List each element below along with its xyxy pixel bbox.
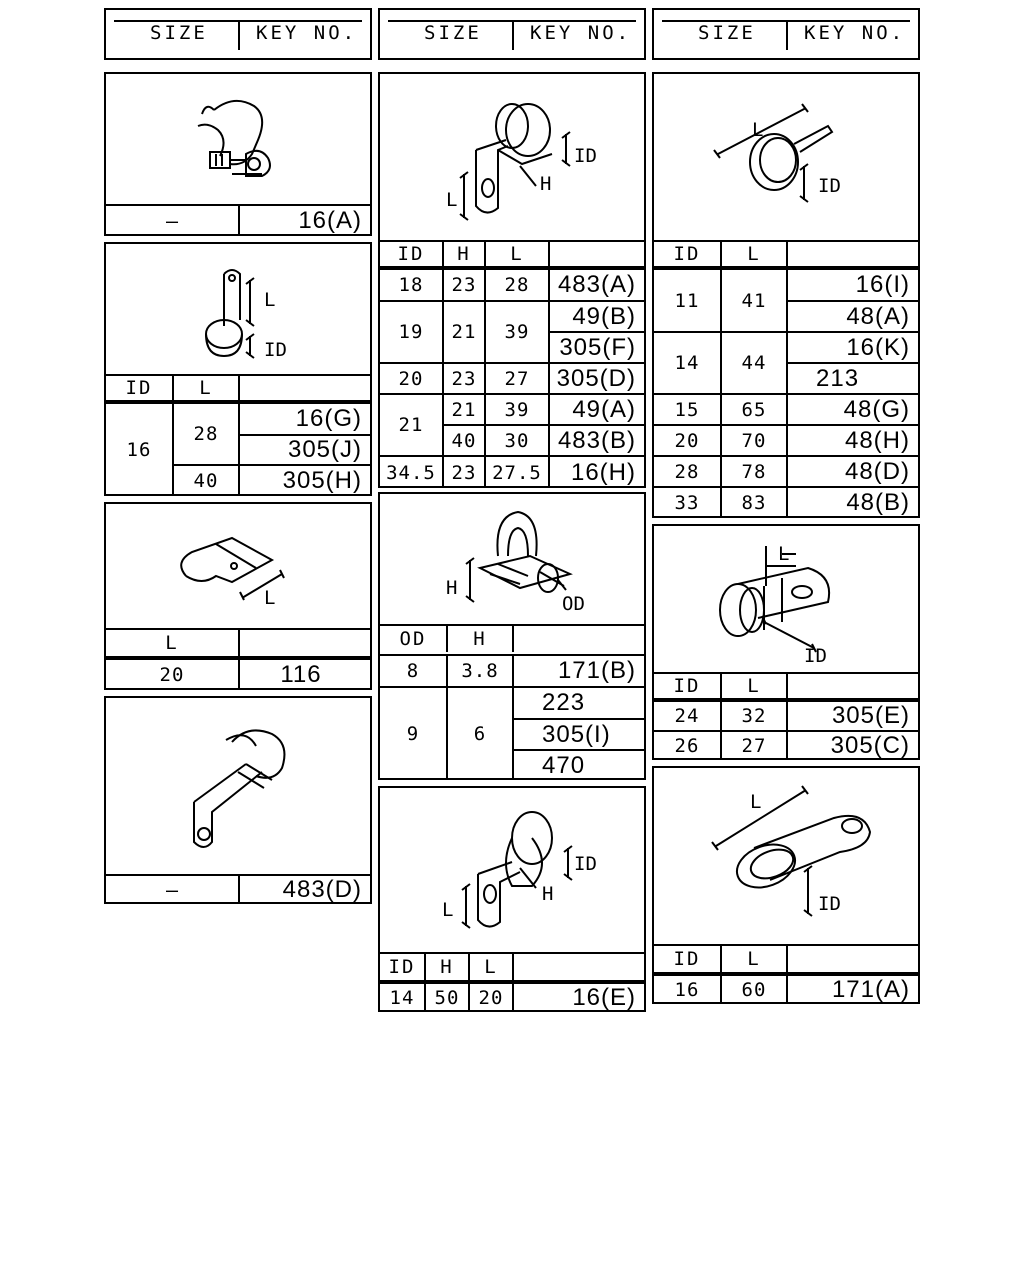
cell-id: 19 (398, 321, 424, 343)
band-drawing (106, 504, 370, 628)
cell-h: 3.8 (461, 660, 499, 682)
key-no: 483(B) (557, 426, 636, 454)
key-no: 48(A) (846, 302, 910, 330)
cell-l: 39 (504, 321, 530, 343)
part-panel-16e (378, 786, 646, 1012)
key-no: 16(E) (572, 984, 636, 1011)
cell-h: 23 (451, 461, 477, 484)
clip3-drawing (654, 768, 918, 944)
part-panel-clamp-idhl (378, 72, 646, 488)
clip2-drawing (654, 526, 918, 672)
cell-id: 15 (674, 398, 700, 421)
col-header-id: ID (125, 377, 153, 399)
svg-text:L: L (750, 791, 762, 813)
key-no: 16(G) (295, 405, 362, 432)
col-header-id: ID (673, 948, 701, 970)
key-no: 470 (542, 751, 586, 779)
svg-text:ID: ID (818, 175, 841, 197)
col-header-h: H (457, 243, 471, 265)
col-header-od: OD (399, 628, 427, 650)
cell-od: 9 (406, 723, 420, 745)
key-no: 16(A) (298, 207, 362, 234)
cell-h: 6 (473, 723, 487, 745)
key-no: 305(I) (542, 720, 611, 748)
cell-l: 40 (193, 470, 219, 492)
cell-od: 8 (406, 660, 420, 682)
cell-id: 21 (398, 414, 424, 436)
key-no-label: KEY NO. (530, 22, 632, 44)
part-panel-ring (652, 72, 920, 518)
key-no-label: KEY NO. (256, 22, 358, 44)
key-no: 305(J) (287, 436, 362, 463)
key-no-label: KEY NO. (804, 22, 906, 44)
col-header-l: L (747, 243, 761, 265)
clip-drawing (106, 74, 370, 206)
col-header-h: H (473, 628, 487, 650)
svg-text:L: L (442, 899, 454, 921)
cell-l: 60 (741, 979, 767, 1001)
cell-id: 16 (126, 439, 152, 461)
col-header-id: ID (673, 243, 701, 265)
svg-text:ID: ID (574, 853, 597, 875)
cell-l: 27.5 (492, 461, 542, 484)
key-no: 48(B) (846, 489, 910, 516)
col-header-id: ID (388, 956, 416, 978)
cell-l: 28 (504, 274, 530, 296)
part-panel-171a (652, 766, 920, 1004)
cell-l: 32 (741, 705, 767, 727)
cell-h: 23 (451, 367, 477, 390)
key-no: 305(H) (282, 467, 362, 494)
cell-h: 21 (451, 398, 477, 421)
cell-id: 33 (674, 492, 700, 514)
key-no: 213 (816, 364, 860, 392)
col-header-l: L (510, 243, 524, 265)
cell-id: 18 (398, 274, 424, 296)
size-dash: — (165, 878, 179, 902)
svg-text:ID: ID (574, 145, 597, 167)
key-no: 48(H) (844, 426, 910, 454)
key-no: 483(A) (557, 271, 636, 298)
cell-id: 28 (674, 460, 700, 483)
key-no: 48(G) (843, 395, 910, 423)
col-header-l: L (747, 948, 761, 970)
svg-text:L: L (446, 189, 458, 211)
cell-l: 83 (741, 492, 767, 514)
cell-id: 16 (674, 979, 700, 1001)
col-header-id: ID (673, 675, 701, 697)
cell-id: 11 (674, 289, 700, 312)
svg-text:H: H (542, 883, 554, 905)
cell-l: 28 (193, 423, 219, 445)
svg-text:ID: ID (818, 893, 841, 915)
part-panel-305ec (652, 524, 920, 760)
key-no: 305(C) (830, 732, 910, 759)
cell-l: 78 (741, 460, 767, 483)
key-no: 49(A) (572, 395, 636, 423)
svg-text:L: L (264, 587, 276, 609)
part-panel-saddle (104, 242, 372, 496)
size-label: SIZE (698, 22, 756, 44)
part-panel-483d (104, 696, 372, 904)
svg-text:ID: ID (804, 645, 827, 667)
key-no: 483(D) (282, 876, 362, 903)
header-col3 (652, 8, 920, 60)
cell-id: 24 (674, 705, 700, 727)
header-col1 (104, 8, 372, 60)
cell-h: 23 (451, 274, 477, 296)
key-no: 49(B) (572, 302, 636, 330)
saddle-drawing (106, 244, 370, 374)
header-col2 (378, 8, 646, 60)
part-panel-16a (104, 72, 372, 236)
clip-od-drawing (380, 494, 644, 624)
svg-text:H: H (540, 173, 552, 195)
cell-id: 20 (398, 367, 424, 390)
part-panel-clip-odh (378, 492, 646, 780)
cell-l: 20 (159, 664, 185, 686)
cell-id: 14 (674, 352, 700, 374)
cell-l: 65 (741, 398, 767, 421)
svg-text:L: L (778, 543, 790, 565)
cell-l: 27 (741, 735, 767, 757)
key-no: 305(D) (556, 364, 636, 392)
size-label: SIZE (424, 22, 482, 44)
cell-h: 50 (434, 987, 460, 1009)
cell-id: 20 (674, 429, 700, 452)
cell-id: 14 (389, 987, 415, 1009)
clamp-drawing (380, 74, 644, 240)
key-no: 116 (280, 661, 322, 688)
key-no: 305(F) (559, 333, 636, 361)
cell-l: 41 (741, 289, 767, 312)
key-no: 16(K) (846, 333, 910, 361)
cell-l: 39 (504, 398, 530, 421)
cell-l: 20 (478, 987, 504, 1009)
cell-id: 26 (674, 735, 700, 757)
svg-text:OD: OD (562, 593, 585, 615)
size-label: SIZE (150, 22, 208, 44)
key-no: 223 (542, 689, 586, 716)
svg-text:L: L (264, 289, 276, 311)
ring-drawing (654, 74, 918, 240)
col-header-l: L (199, 377, 213, 399)
size-dash: — (165, 209, 179, 233)
cell-h: 21 (451, 321, 477, 343)
cell-h: 40 (451, 429, 477, 452)
cell-l: 27 (504, 367, 530, 390)
col-header-l: L (165, 632, 179, 654)
col-header-h: H (440, 956, 454, 978)
key-no: 171(B) (557, 657, 636, 684)
bracket-drawing (106, 698, 370, 874)
cell-l: 44 (741, 352, 767, 374)
key-no: 48(D) (844, 457, 910, 485)
cell-l: 70 (741, 429, 767, 452)
col-header-l: L (747, 675, 761, 697)
col-header-l: L (484, 956, 498, 978)
svg-text:H: H (446, 577, 458, 599)
key-no: 16(H) (570, 458, 636, 486)
clamp2-drawing (380, 788, 644, 952)
svg-text:ID: ID (264, 339, 287, 361)
svg-text:L: L (752, 119, 764, 141)
key-no: 305(E) (831, 702, 910, 729)
col-header-id: ID (397, 243, 425, 265)
key-no: 171(A) (831, 976, 910, 1003)
cell-l: 30 (504, 429, 530, 452)
cell-id: 34.5 (386, 461, 436, 484)
part-panel-116 (104, 502, 372, 690)
key-no: 16(I) (855, 271, 910, 298)
